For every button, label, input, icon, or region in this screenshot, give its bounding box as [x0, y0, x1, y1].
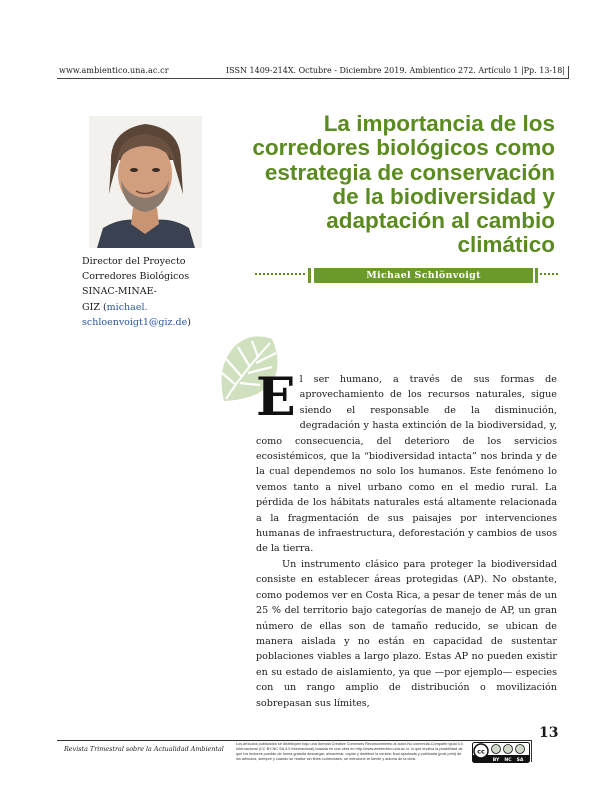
author-affiliation [82, 254, 212, 330]
cc-sa-label: SA [516, 758, 524, 763]
license-text: Los artículos publicados se distribuyen bajo una licencia Creative Commons Reconocimiento al autor-No comercial-Compartir igual 4.0 Internacional (CC BY-NC SA 4.0 Internacional) basada en una obra en http://www.ambientico.una.ac.cr, lo que implica la posibilidad de que los lectores puedan de forma gratuita descargar, almacenar, copiar y distribuir la versión final aprobada y publicada (post print) de los artículos, siempre y cuando se realice sin fines comerciales, se mencione la fuente y autoría de la obra. [236, 742, 463, 762]
paragraph-text: l ser humano, a través de sus formas de aprovechamiento de los recursos naturales, sigue siendo el responsable de la disminución, degradación y hasta extinción de la biodiversidad, y, como consecuencia, del deterioro de los servicios ecosistémicos, que la “biodiversidad intacta” nos brinda y de la cual dependemos no solo los humanos. Este fenómeno lo vemos tanto a nivel urbano como en el medio rural. La pérdida de los hábitats naturales está altamente relacionada a la fragmentación de sus paisajes por intervenciones humanas de infraestructura, deforestación y cambios de usos de la tierra. [256, 374, 557, 555]
header-website[interactable]: www.ambientico.una.ac.cr [59, 66, 169, 75]
title-line: corredores biológicos como [252, 135, 555, 161]
affiliation-line [82, 300, 212, 315]
affiliation-line: Director del Proyecto [82, 256, 186, 267]
cc-nc-label: NC [504, 758, 512, 763]
journal-name: Revista Trimestral sobre la Actualidad Ambiental [64, 745, 224, 753]
author-name: Michael Schlönvoigt [314, 268, 533, 283]
email-link[interactable]: schloenvoigt1@giz.de [82, 316, 188, 328]
author-bar-dots-left [255, 273, 305, 275]
cc-by-label: BY [492, 758, 500, 763]
affiliation-line [82, 315, 212, 330]
article-title [235, 112, 555, 258]
title-line: La importancia de los [323, 111, 555, 136]
cc-mark: cc [477, 747, 485, 756]
header-citation: ISSN 1409-214X. Octubre - Diciembre 2019. Ambientico 272. Artículo 1 |Pp. 13-18| [225, 66, 565, 75]
affiliation-prefix: GIZ ( [82, 301, 107, 313]
title-line: de la biodiversidad y [332, 183, 555, 209]
author-bar-divider [308, 268, 311, 283]
body-paragraph: Un instrumento clásico para proteger la biodiversidad consiste en establecer áreas protegidas (AP). No obstante, como podemos ver en Costa Rica, a pesar de tener más de un 25 % del territorio bajo categorías de manejo de AP, un gran número de ellas son de tamaño reducido, se ubican de manera aislada y no están en capacidad de sustentar poblaciones viables a largo plazo. Estas AP no pueden existir en su estado de aislamiento, ya que —por ejemplo— especies con un rango amplio de distribución o movilización sobrepasan sus límites, [256, 558, 557, 709]
page-number: 13 [539, 725, 559, 741]
header-rule-tick [568, 66, 569, 78]
title-line: estrategia de conservación [264, 159, 555, 185]
title-line: adaptación al cambio [326, 208, 555, 234]
author-photo [89, 116, 202, 248]
author-bar-divider [535, 268, 538, 283]
drop-cap: E [256, 367, 296, 428]
footer-rule [57, 740, 532, 741]
author-bar-dots-right [540, 273, 558, 275]
email-link[interactable]: michael. [106, 301, 148, 313]
footer-rule-tick [531, 740, 532, 762]
affiliation-suffix: ) [187, 316, 191, 328]
body-paragraph [256, 367, 557, 557]
affiliation-line: SINAC-MINAE- [82, 286, 157, 298]
title-line: climático [457, 232, 555, 258]
header-rule [57, 78, 569, 79]
affiliation-line: Corredores Biológicos [82, 271, 190, 283]
article-body [256, 367, 557, 711]
cc-license-icon[interactable] [472, 742, 530, 763]
